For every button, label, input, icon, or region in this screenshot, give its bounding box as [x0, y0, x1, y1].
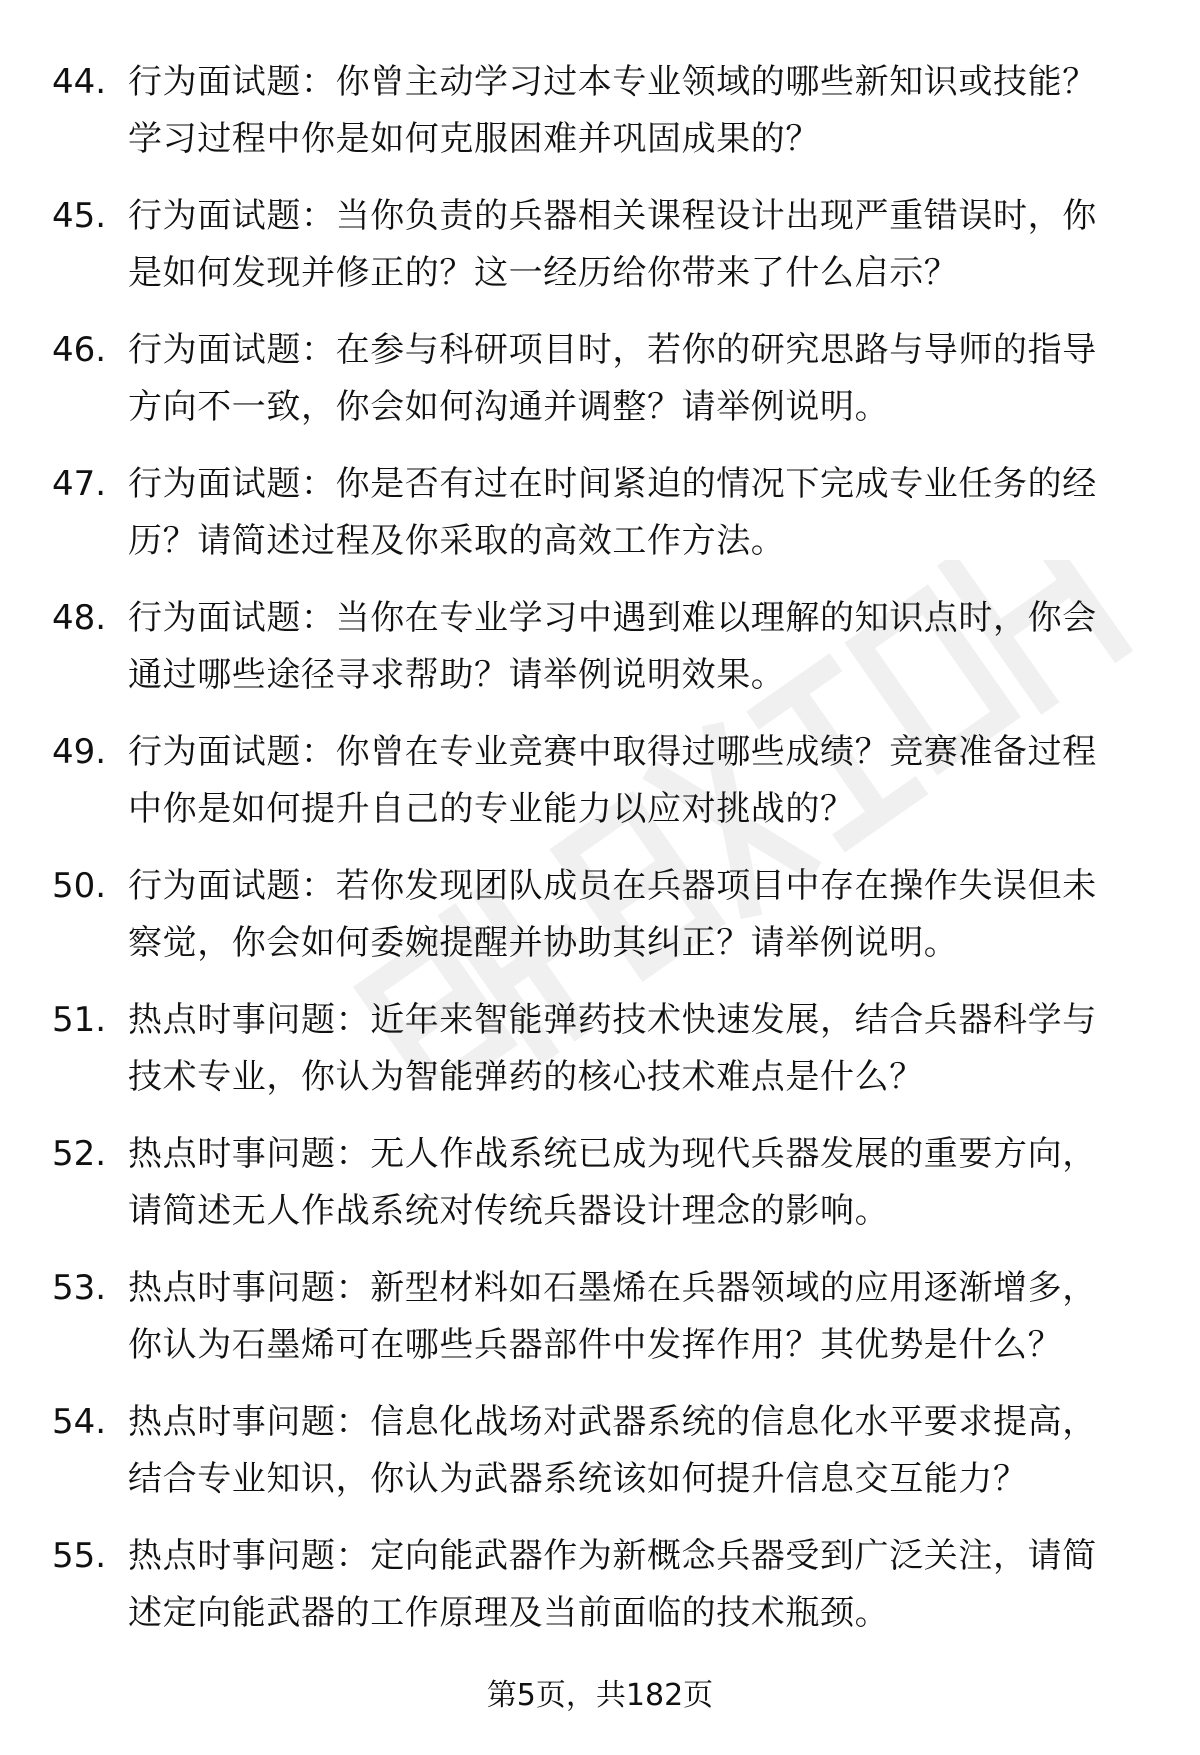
question-item-55 — [52, 1528, 1152, 1662]
question-number: 45. — [52, 196, 107, 236]
question-item-52 — [52, 1126, 1152, 1260]
question-number: 53. — [52, 1268, 107, 1308]
question-text: 行为面试题：你曾在专业竞赛中取得过哪些成绩？竞赛准备过程中你是如何提升自己的专业能力以应对挑战的？ — [128, 732, 1097, 829]
question-text: 热点时事问题：近年来智能弹药技术快速发展，结合兵器科学与技术专业，你认为智能弹药的核心技术难点是什么？ — [128, 1000, 1097, 1097]
page-number-label: 第5页，共182页 — [486, 1678, 714, 1713]
question-list — [52, 54, 1152, 1662]
question-item-47 — [52, 456, 1152, 590]
question-number: 49. — [52, 732, 107, 772]
question-item-51 — [52, 992, 1152, 1126]
question-number: 48. — [52, 598, 107, 638]
question-item-53 — [52, 1260, 1152, 1394]
question-text: 热点时事问题：信息化战场对武器系统的信息化水平要求提高，结合专业知识，你认为武器系统该如何提升信息交互能力？ — [128, 1402, 1097, 1499]
question-text: 热点时事问题：定向能武器作为新概念兵器受到广泛关注，请简述定向能武器的工作原理及当前面临的技术瓶颈。 — [128, 1536, 1097, 1633]
question-number: 46. — [52, 330, 107, 370]
question-text: 行为面试题：你是否有过在时间紧迫的情况下完成专业任务的经历？请简述过程及你采取的高效工作方法。 — [128, 464, 1097, 561]
page-footer — [0, 1676, 1200, 1716]
question-number: 44. — [52, 62, 107, 102]
question-text: 行为面试题：若你发现团队成员在兵器项目中存在操作失误但未察觉，你会如何委婉提醒并协助其纠正？请举例说明。 — [128, 866, 1097, 963]
question-number: 51. — [52, 1000, 107, 1040]
question-text: 行为面试题：当你在专业学习中遇到难以理解的知识点时，你会通过哪些途径寻求帮助？请举例说明效果。 — [128, 598, 1097, 695]
question-item-49 — [52, 724, 1152, 858]
question-text: 行为面试题：在参与科研项目时，若你的研究思路与导师的指导方向不一致，你会如何沟通并调整？请举例说明。 — [128, 330, 1097, 427]
question-item-46 — [52, 322, 1152, 456]
question-text: 行为面试题：你曾主动学习过本专业领域的哪些新知识或技能？学习过程中你是如何克服困难并巩固成果的？ — [128, 62, 1097, 159]
question-number: 52. — [52, 1134, 107, 1174]
question-item-48 — [52, 590, 1152, 724]
question-item-45 — [52, 188, 1152, 322]
question-item-54 — [52, 1394, 1152, 1528]
question-text: 热点时事问题：新型材料如石墨烯在兵器领域的应用逐渐增多，你认为石墨烯可在哪些兵器部件中发挥作用？其优势是什么？ — [128, 1268, 1097, 1365]
question-item-50 — [52, 858, 1152, 992]
question-number: 55. — [52, 1536, 107, 1576]
question-number: 47. — [52, 464, 107, 504]
question-text: 热点时事问题：无人作战系统已成为现代兵器发展的重要方向，请简述无人作战系统对传统兵器设计理念的影响。 — [128, 1134, 1097, 1231]
question-item-44 — [52, 54, 1152, 188]
question-number: 50. — [52, 866, 107, 906]
question-text: 行为面试题：当你负责的兵器相关课程设计出现严重错误时，你是如何发现并修正的？这一经历给你带来了什么启示？ — [128, 196, 1097, 293]
question-number: 54. — [52, 1402, 107, 1442]
